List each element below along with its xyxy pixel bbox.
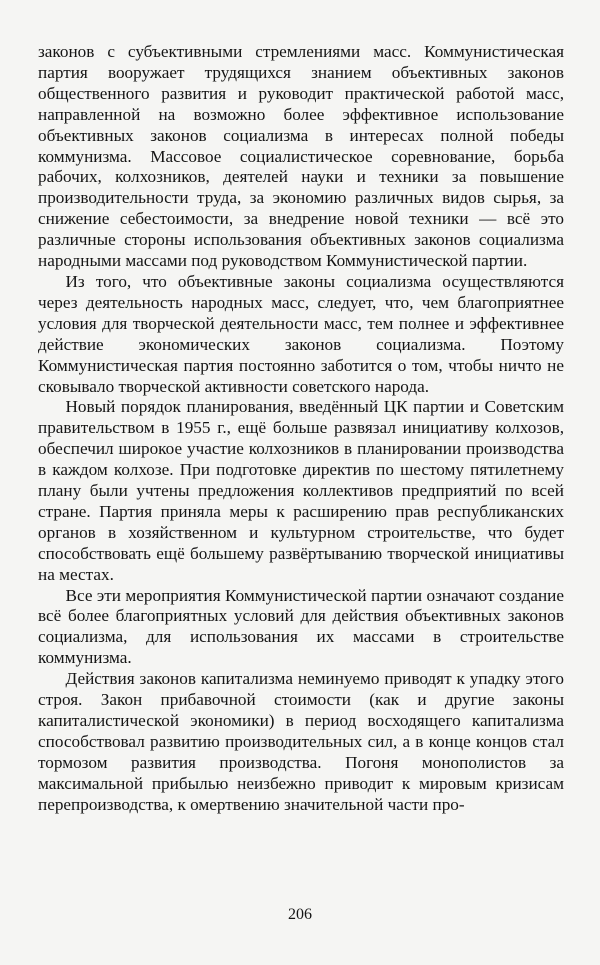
paragraph-4: Все эти мероприятия Коммунистической партии означают создание всё более благоприятных условий для действия объективных законов социализма, для использования их массами в строительстве коммунизма.	[38, 585, 564, 668]
paragraph-2: Из того, что объективные законы социализма осуществляются через деятельность народных масс, следует, что, чем благоприятнее условия для творческой деятельности масс, тем полнее и эффективнее действие экономических законов социализма. Поэтому Коммунистическая партия постоянно заботится о том, чтобы ничто не сковывало творческой активности советского народа.	[38, 271, 564, 396]
page-number: 206	[288, 906, 312, 923]
paragraph-3: Новый порядок планирования, введённый ЦК партии и Советским правительством в 1955 г., ещё больше развязал инициативу колхозов, обеспечил широкое участие колхозников в планировании производства в каждом колхозе. При подготовке директив по шестому пятилетнему плану были учтены предложения коллективов предприятий по всей стране. Партия приняла меры к расширению прав республиканских органов в хозяйственном и культурном строительстве, что будет способствовать ещё большему развёртыванию творческой инициативы на местах.	[38, 397, 564, 584]
body-text	[38, 42, 564, 816]
paragraph-5: Действия законов капитализма неминуемо приводят к упадку этого строя. Закон прибавочной стоимости (как и другие законы капиталистической экономики) в период восходящего капитализма способствовал развитию производительных сил, а в конце концов стал тормозом развития производства. Погоня монополистов за максимальной прибылью неизбежно приводит к мировым кризисам перепроизводства, к омертвению значительной части про-	[38, 669, 564, 814]
paragraph-1: законов с субъективными стремлениями масс. Коммунистическая партия вооружает трудящихся знанием объективных законов общественного развития и руководит практической работой масс, направленной на возможно более эффективное использование объективных законов социализма в интересах полной победы коммунизма. Массовое социалистическое соревнование, борьба рабочих, колхозников, деятелей науки и техники за повышение производительности труда, за экономию различных видов сырья, за снижение себестоимости, за внедрение новой техники — всё это различные стороны использования объективных законов социализма народными массами под руководством Коммунистической партии.	[38, 42, 564, 271]
